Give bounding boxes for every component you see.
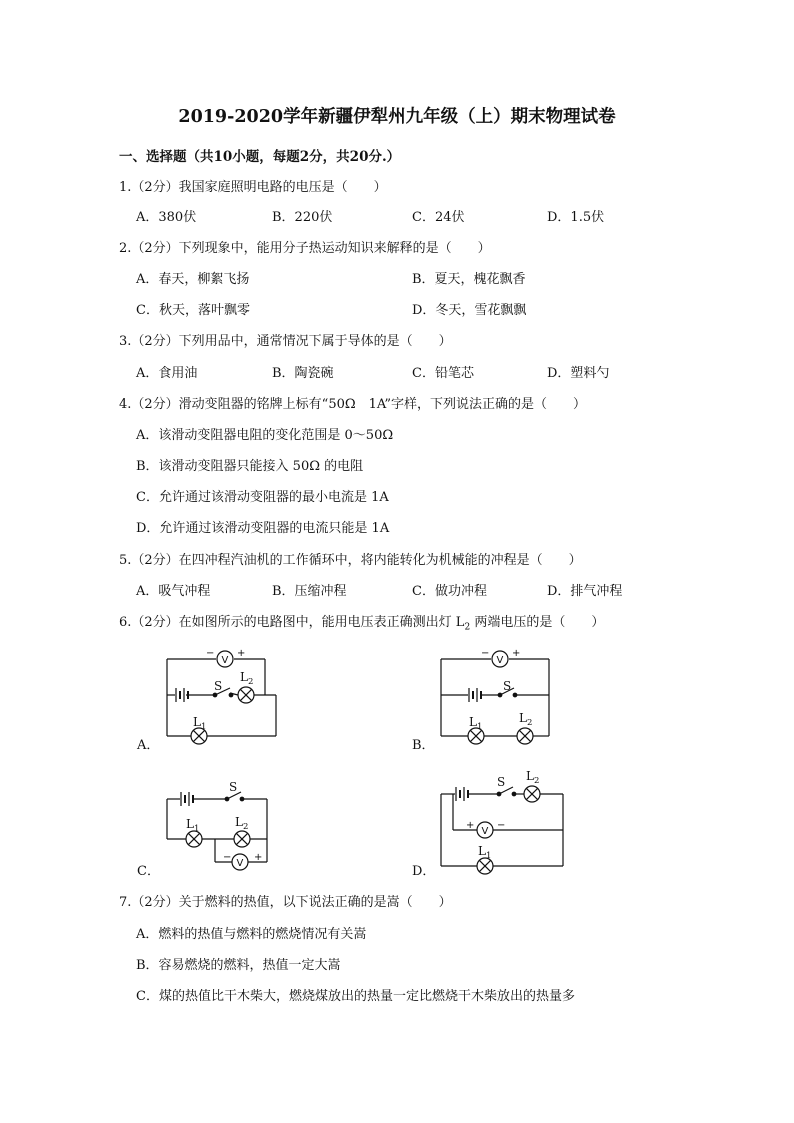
question-7-option-c: C．煤的热值比干木柴大，燃烧煤放出的热量一定比燃烧干木柴放出的热量多 <box>136 989 575 1004</box>
question-3-stem: 3.（2分）下列用品中，通常情况下属于导体的是（ ） <box>119 334 452 349</box>
question-1-option-d: D．1.5伏 <box>547 210 605 225</box>
question-2-option-b: B．夏天，槐花飘香 <box>412 272 526 287</box>
question-4-option-c: C．允许通过该滑动变阻器的最小电流是 1A <box>136 490 389 505</box>
circuit-c <box>167 792 267 870</box>
lamp-symbol <box>238 687 254 703</box>
question-5-option-b: B．压缩冲程 <box>272 584 347 599</box>
lamp2-label: $L_2$ <box>235 815 249 832</box>
question-3-option-b: B．陶瓷碗 <box>272 366 334 381</box>
question-7-option-a: A．燃料的热值与燃料的燃烧情况有关嵩 <box>136 927 367 942</box>
question-5-option-d: D．排气冲程 <box>547 584 623 599</box>
question-2-option-c: C．秋天，落叶飘零 <box>136 303 250 318</box>
minus-sign: − <box>481 648 490 659</box>
question-2-option-a: A．春天，柳絮飞扬 <box>136 272 250 287</box>
plus-sign: + <box>512 648 521 659</box>
question-6-option-a: A． <box>137 738 160 753</box>
question-6-stem-subscript: 2 <box>464 622 471 633</box>
lamp-symbol <box>517 728 533 744</box>
question-4-option-d: D．允许通过该滑动变阻器的电流只能是 1A <box>136 521 390 536</box>
battery-symbol <box>469 688 481 702</box>
question-3-option-d: D．塑料勺 <box>547 366 610 381</box>
question-4-option-a: A．该滑动变阻器电阻的变化范围是 0～50Ω <box>136 428 394 443</box>
plus-sign: + <box>466 820 475 831</box>
question-1-option-b: B．220伏 <box>272 210 333 225</box>
question-4-option-b: B．该滑动变阻器只能接入 50Ω 的电阻 <box>136 459 364 474</box>
minus-sign: − <box>497 820 506 831</box>
battery-symbol <box>181 792 193 806</box>
lamp2-label: $L_2$ <box>519 711 533 728</box>
section-heading: 一、选择题（共10小题，每题2分，共20分.） <box>119 149 401 165</box>
voltmeter-label: V <box>496 655 504 666</box>
lamp-symbol <box>234 831 250 847</box>
voltmeter-label: V <box>236 858 244 869</box>
switch-label: S <box>503 679 512 693</box>
question-7-stem: 7.（2分）关于燃料的热值，以下说法正确的是嵩（ ） <box>119 895 452 910</box>
question-6-stem-part-2: 两端电压的是（ ） <box>470 615 605 630</box>
question-1-option-c: C．24伏 <box>412 210 465 225</box>
lamp1-label: $L_1$ <box>478 844 492 861</box>
battery-symbol <box>456 787 468 801</box>
voltmeter-label: V <box>221 655 229 666</box>
question-6-stem-part-1: 6.（2分）在如图所示的电路图中，能用电压表正确测出灯 L <box>119 615 465 630</box>
question-3-option-a: A．食用油 <box>136 366 198 381</box>
question-6-option-d: D． <box>412 864 436 879</box>
question-6-option-b: B． <box>412 738 435 753</box>
question-6-option-c: C． <box>137 864 160 879</box>
page-title: 2019-2020学年新疆伊犁州九年级（上）期末物理试卷 <box>178 107 616 127</box>
question-3-option-c: C．铅笔芯 <box>412 366 474 381</box>
voltmeter-label: V <box>481 826 489 837</box>
switch-label: S <box>214 679 223 693</box>
plus-sign: + <box>237 648 246 659</box>
lamp1-label: $L_1$ <box>186 817 200 834</box>
question-2-stem: 2.（2分）下列现象中，能用分子热运动知识来解释的是（ ） <box>119 241 491 256</box>
question-7-option-b: B．容易燃烧的燃料，热值一定大嵩 <box>136 958 341 973</box>
circuit-b <box>441 651 549 744</box>
question-5-stem: 5.（2分）在四冲程汽油机的工作循环中，将内能转化为机械能的冲程是（ ） <box>119 553 582 568</box>
plus-sign: + <box>254 852 263 863</box>
question-1-option-a: A．380伏 <box>136 210 197 225</box>
question-2-option-d: D．冬天，雪花飘飘 <box>412 303 527 318</box>
switch-label: S <box>229 780 238 794</box>
question-5-option-c: C．做功冲程 <box>412 584 487 599</box>
question-5-option-a: A．吸气冲程 <box>136 584 211 599</box>
lamp1-label: $L_1$ <box>193 715 207 732</box>
lamp-symbol <box>524 786 540 802</box>
switch-label: S <box>497 775 506 789</box>
minus-sign: − <box>206 648 215 659</box>
lamp2-label: $L_2$ <box>240 670 254 687</box>
question-4-stem: 4.（2分）滑动变阻器的铭牌上标有“50Ω 1A”字样，下列说法正确的是（ ） <box>119 397 587 412</box>
lamp2-label: $L_2$ <box>526 769 540 786</box>
lamp1-label: $L_1$ <box>469 715 483 732</box>
minus-sign: − <box>223 852 232 863</box>
question-1-stem: 1.（2分）我国家庭照明电路的电压是（ ） <box>119 180 387 195</box>
